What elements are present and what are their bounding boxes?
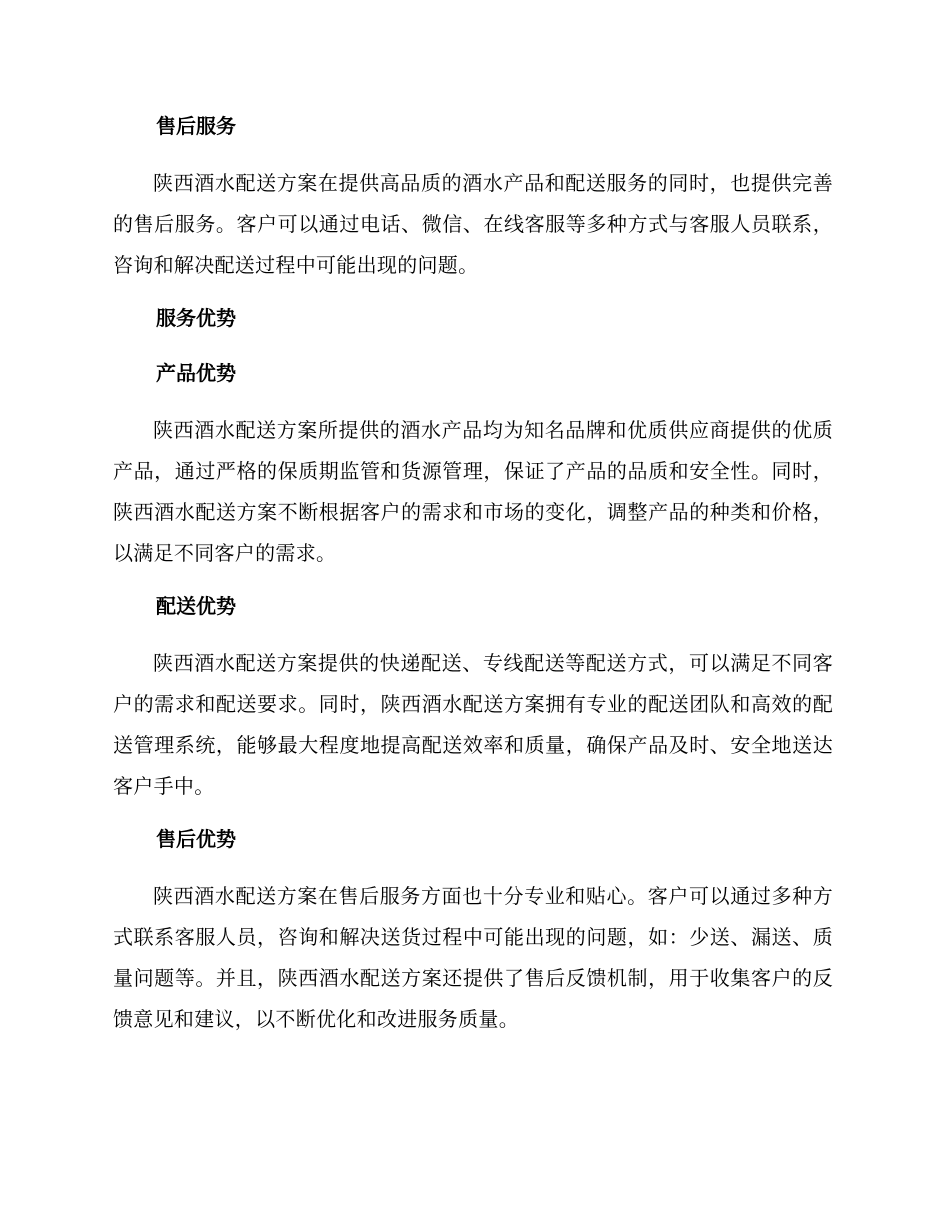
section-heading-after-sales-service: 售后服务 — [156, 114, 236, 138]
paragraph-after-sales-service: 陕西酒水配送方案在提供高品质的酒水产品和配送服务的同时，也提供完善的售后服务。客户可以通过电话、微信、在线客服等多种方式与客服人员联系，咨询和解决配送过程中可能出现的问题。 — [113, 171, 833, 277]
paragraph-product-advantages: 陕西酒水配送方案所提供的酒水产品均为知名品牌和优质供应商提供的优质产品，通过严格的保质期监管和货源管理，保证了产品的品质和安全性。同时，陕西酒水配送方案不断根据客户的需求和市场的变化，调整产品的种类和价格，以满足不同客户的需求。 — [113, 418, 833, 565]
section-heading-service-advantages: 服务优势 — [156, 306, 236, 330]
section-heading-after-sales-advantages: 售后优势 — [156, 827, 236, 851]
section-heading-delivery-advantages: 配送优势 — [156, 594, 236, 618]
document-body — [113, 108, 833, 1054]
paragraph-after-sales-advantages: 陕西酒水配送方案在售后服务方面也十分专业和贴心。客户可以通过多种方式联系客服人员，咨询和解决送货过程中可能出现的问题，如：少送、漏送、质量问题等。并且，陕西酒水配送方案还提供了售后反馈机制，用于收集客户的反馈意见和建议，以不断优化和改进服务质量。 — [113, 884, 833, 1031]
section-heading-product-advantages: 产品优势 — [156, 361, 236, 385]
paragraph-delivery-advantages: 陕西酒水配送方案提供的快递配送、专线配送等配送方式，可以满足不同客户的需求和配送要求。同时，陕西酒水配送方案拥有专业的配送团队和高效的配送管理系统，能够最大程度地提高配送效率和质量，确保产品及时、安全地送达客户手中。 — [113, 651, 833, 798]
